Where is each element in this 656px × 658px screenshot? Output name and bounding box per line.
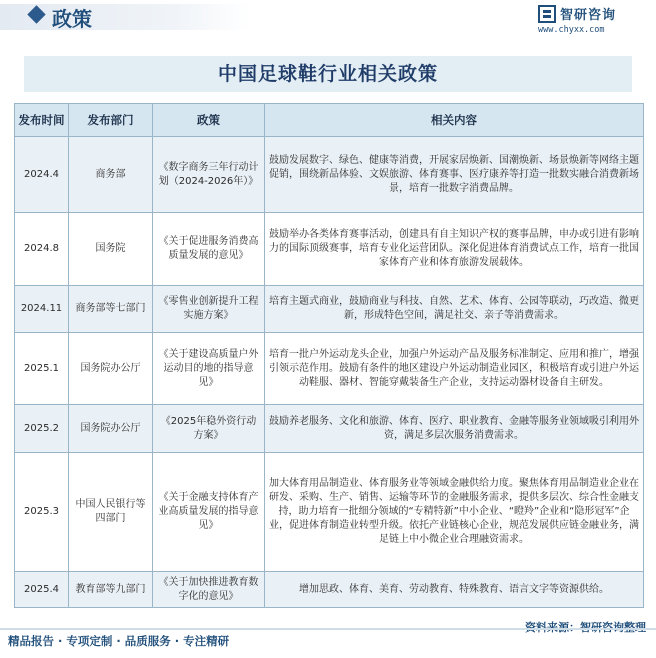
column-header-content: 相关内容 (265, 104, 644, 137)
cell-content: 增加思政、体育、美育、劳动教育、特殊教育、语言文字等资源供给。 (265, 572, 644, 608)
table-header-row (15, 104, 644, 137)
table-row (15, 286, 644, 333)
table-row (15, 572, 644, 608)
table-row (15, 333, 644, 405)
cell-policy: 《2025年稳外资行动方案》 (153, 405, 265, 453)
cell-date: 2025.4 (15, 572, 69, 608)
cell-dept: 国务院 (69, 213, 153, 286)
cell-date: 2024.8 (15, 213, 69, 286)
column-header-dept: 发布部门 (69, 104, 153, 137)
cell-date: 2025.2 (15, 405, 69, 453)
logo-url: www.chyxx.com (538, 25, 605, 35)
cell-policy: 《关于建设高质量户外运动目的地的指导意见》 (153, 333, 265, 405)
cell-date: 2024.11 (15, 286, 69, 333)
cell-policy: 《零售业创新提升工程实施方案》 (153, 286, 265, 333)
source-note (525, 619, 646, 635)
column-header-date: 发布时间 (15, 104, 69, 137)
cell-policy: 《关于金融支持体育产业高质量发展的指导意见》 (153, 453, 265, 572)
cell-date: 2024.4 (15, 137, 69, 213)
table-row (15, 213, 644, 286)
cell-policy: 《数字商务三年行动计划（2024-2026年）》 (153, 137, 265, 213)
page-title: 中国足球鞋行业相关政策 (24, 56, 632, 92)
table-row (15, 453, 644, 572)
table-row (15, 137, 644, 213)
footer-slogan: 精品报告 · 专项定制 · 品质服务 · 专注精研 (8, 634, 230, 648)
footer-divider (0, 628, 656, 630)
cell-dept: 中国人民银行等四部门 (69, 453, 153, 572)
section-title: 政策 (52, 7, 92, 31)
brand-logo (538, 4, 638, 38)
cell-content: 鼓励发展数字、绿色、健康等消费，开展家居焕新、国潮焕新、场景焕新等网络主题促销，围绕新品体验、文娱旅游、体育赛事、医疗康养等打造一批数实融合消费新场景，培育一批数字消费品牌。 (265, 137, 644, 213)
cell-content: 培育主题式商业，鼓励商业与科技、自然、艺术、体育、公园等联动，巧改造、微更新，形成特色空间，满足社交、亲子等消费需求。 (265, 286, 644, 333)
section-header (0, 0, 656, 34)
logo-icon (538, 5, 556, 23)
table-row (15, 405, 644, 453)
cell-dept: 国务院办公厅 (69, 405, 153, 453)
cell-date: 2025.3 (15, 453, 69, 572)
column-header-policy: 政策 (153, 104, 265, 137)
cell-policy: 《关于促进服务消费高质量发展的意见》 (153, 213, 265, 286)
policy-table (14, 103, 644, 608)
cell-content: 培育一批户外运动龙头企业，加强户外运动产品及服务标准制定、应用和推广，增强引领示范作用。鼓励有条件的地区建设户外运动制造业园区，积极培育或引进户外运动鞋服、器材、智能穿戴装备生产企业，支持运动器材设备自主研发。 (265, 333, 644, 405)
logo-text: 智研咨询 (560, 8, 617, 23)
cell-dept: 国务院办公厅 (69, 333, 153, 405)
cell-policy: 《关于加快推进教育数字化的意见》 (153, 572, 265, 608)
cell-dept: 商务部 (69, 137, 153, 213)
cell-date: 2025.1 (15, 333, 69, 405)
cell-dept: 商务部等七部门 (69, 286, 153, 333)
cell-content: 鼓励养老服务、文化和旅游、体育、医疗、职业教育、金融等服务业领域吸引利用外资，满足多层次服务消费需求。 (265, 405, 644, 453)
cell-dept: 教育部等九部门 (69, 572, 153, 608)
cell-content: 鼓励举办各类体育赛事活动，创建具有自主知识产权的赛事品牌，申办或引进有影响力的国际顶级赛事，培育专业化运营团队。深化促进体育消费试点工作，培育一批国家体育产业和体育旅游发展载体。 (265, 213, 644, 286)
cell-content: 加大体育用品制造业、体育服务业等领域金融供给力度。聚焦体育用品制造业企业在研发、采购、生产、销售、运输等环节的金融服务需求，提供多层次、综合性金融支持，助力培育一批细分领域的“专精特新”中小企业、“瞪羚”企业和“隐形冠军”企业，促进体育制造业转型升级。依托产业链核心企业，规范发展供应链金融业务，满足链上中小微企业合理融资需求。 (265, 453, 644, 572)
